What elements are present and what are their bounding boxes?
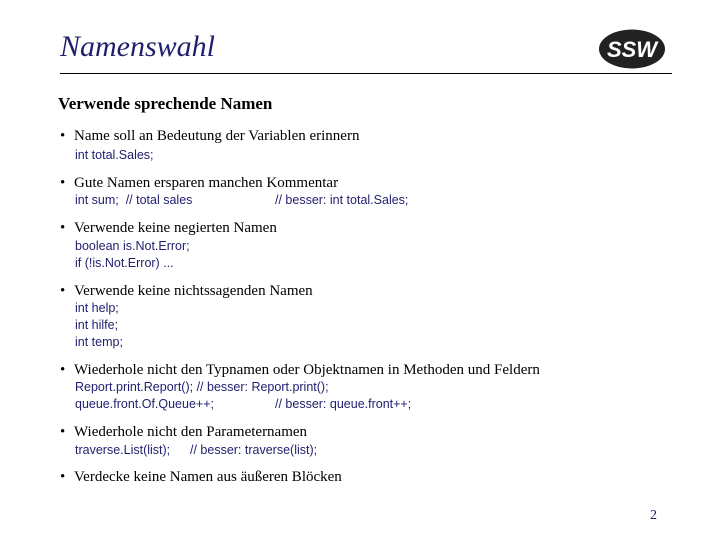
bullet-text: Verdecke keine Namen aus äußeren Blöcken	[74, 469, 342, 485]
bullet-text: Verwende keine negierten Namen	[74, 220, 277, 236]
bullet-text: Wiederhole nicht den Parameternamen	[74, 424, 308, 440]
code-line: int temp;	[75, 335, 123, 349]
bullet-item: • Wiederhole nicht den Typnamen oder Objektnamen in Methoden und Feldern	[60, 362, 540, 378]
bullet-text: Gute Namen ersparen manchen Kommentar	[74, 175, 339, 191]
code-line: if (!is.Not.Error) ...	[75, 256, 174, 270]
bullet-item: • Gute Namen ersparen manchen Kommentar	[60, 175, 339, 191]
bullet-text: Wiederhole nicht den Typnamen oder Objektnamen in Methoden und Feldern	[74, 362, 540, 378]
bullet-item: • Verdecke keine Namen aus äußeren Blöcken	[60, 469, 342, 485]
code-text: traverse.List(list);	[75, 443, 171, 457]
title-divider	[60, 73, 672, 74]
code-line	[75, 397, 675, 411]
code-line	[75, 443, 675, 457]
code-line: int help;	[75, 301, 119, 315]
ssw-logo	[598, 28, 668, 70]
code-line	[75, 193, 675, 207]
bullet-item: • Verwende keine negierten Namen	[60, 220, 277, 236]
bullet-text: Verwende keine nichtssagenden Namen	[74, 283, 313, 299]
code-line: int total.Sales;	[75, 148, 154, 162]
slide-subtitle: Verwende sprechende Namen	[58, 94, 273, 113]
code-comment: // besser: queue.front++;	[275, 397, 412, 411]
code-line: Report.print.Report(); // besser: Report.print();	[75, 380, 329, 394]
code-comment: // besser: traverse(list);	[190, 443, 318, 457]
logo-text: SSW	[606, 37, 658, 62]
code-line: int hilfe;	[75, 318, 119, 332]
bullet-text: Name soll an Bedeutung der Variablen erinnern	[74, 128, 360, 144]
slide-title: Namenswahl	[60, 30, 216, 63]
page-number: 2	[650, 508, 657, 523]
code-comment: // besser: int total.Sales;	[275, 193, 409, 207]
code-text: queue.front.Of.Queue++;	[75, 397, 214, 411]
code-text: int sum; // total sales	[75, 193, 193, 207]
bullet-item: • Verwende keine nichtssagenden Namen	[60, 283, 313, 299]
bullet-item: • Wiederhole nicht den Parameternamen	[60, 424, 308, 440]
bullet-item: • Name soll an Bedeutung der Variablen erinnern	[60, 128, 360, 144]
code-line: boolean is.Not.Error;	[75, 239, 190, 253]
